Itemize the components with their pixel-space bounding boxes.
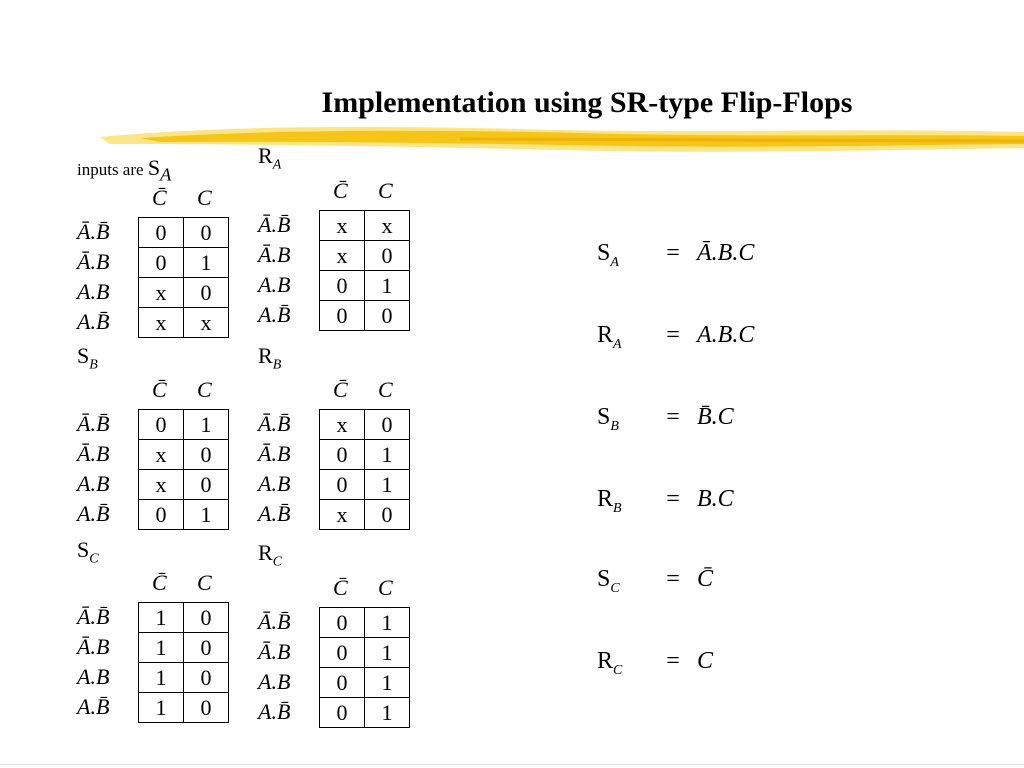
kmap-row-label: Ā.B: [258, 639, 291, 664]
kmap-cell: 0: [139, 218, 184, 248]
kmap-cell: x: [320, 241, 365, 271]
kmap-cell: 0: [184, 278, 229, 308]
equation-s-b: [597, 404, 734, 435]
kmap-grid-row: [139, 633, 229, 663]
kmap-grid: [319, 409, 410, 530]
kmap-cell: 1: [184, 248, 229, 278]
kmap-row-label: A.B: [77, 664, 110, 689]
kmap-grid: [138, 602, 229, 723]
kmap-row-label: A.B: [258, 272, 291, 297]
kmap-cell: 1: [365, 440, 410, 470]
equation-equals: =: [666, 566, 680, 592]
kmap-grid-row: [139, 470, 229, 500]
kmap-grid-row: [320, 608, 410, 638]
footer-divider: [0, 764, 1024, 765]
kmap-cell: 0: [320, 608, 365, 638]
kmap-cell: 0: [365, 301, 410, 331]
kmap-col-header: C: [378, 178, 393, 203]
kmap-grid-row: [139, 218, 229, 248]
kmap-col-header: C̄: [152, 185, 167, 210]
equation-equals: =: [666, 404, 680, 430]
equation-lhs: $R_B$: [597, 486, 622, 516]
kmap-cell: 1: [139, 633, 184, 663]
kmap-row-label: Ā.B: [258, 441, 291, 466]
kmap-cell: x: [139, 470, 184, 500]
kmap-grid-row: [139, 248, 229, 278]
kmap-cell: x: [139, 278, 184, 308]
kmap-grid-row: [139, 278, 229, 308]
kmap-cell: 1: [365, 470, 410, 500]
kmap-cell: x: [320, 211, 365, 241]
kmap-row-label: A.B̄: [258, 302, 291, 327]
kmap-grid-row: [320, 698, 410, 728]
kmap-cell: 0: [365, 500, 410, 530]
kmap-cell: 1: [365, 608, 410, 638]
kmap-grid-row: [139, 440, 229, 470]
kmap-cell: 0: [184, 470, 229, 500]
kmap-grid-row: [320, 301, 410, 331]
kmap-cell: 0: [184, 440, 229, 470]
equation-equals: =: [666, 486, 680, 512]
kmap-cell: 0: [139, 410, 184, 440]
kmap-cell: 1: [139, 693, 184, 723]
kmap-grid: [319, 210, 410, 331]
kmap-row-label: Ā.B̄: [77, 411, 110, 436]
kmap-grid-row: [320, 211, 410, 241]
kmap-grid-row: [320, 440, 410, 470]
kmap-grid: [319, 607, 410, 728]
equation-r-b: [597, 486, 734, 517]
kmap-cell: 0: [320, 440, 365, 470]
kmap-row-label: A.B̄: [77, 309, 110, 334]
kmap-row-label: Ā.B̄: [258, 609, 291, 634]
kmap-cell: 1: [139, 603, 184, 633]
equation-rhs: C: [697, 648, 714, 674]
kmap-row-label: A.B: [258, 669, 291, 694]
kmap-cell: 0: [184, 218, 229, 248]
kmap-cell: x: [184, 308, 229, 338]
kmap-col-header: C: [197, 185, 212, 210]
kmap-cell: 0: [184, 603, 229, 633]
kmap-cell: 0: [139, 500, 184, 530]
kmap-row-label: Ā.B̄: [77, 219, 110, 244]
kmap-grid-row: [139, 693, 229, 723]
kmap-cell: 0: [139, 248, 184, 278]
kmap-cell: x: [139, 308, 184, 338]
kmap-cell: x: [320, 410, 365, 440]
kmap-cell: 1: [139, 663, 184, 693]
kmap-cell: 1: [365, 271, 410, 301]
equation-r-c: [597, 648, 713, 679]
kmap-row-label: Ā.B̄: [77, 604, 110, 629]
kmap-label-s-b: $S_B$: [77, 343, 98, 373]
kmap-grid: [138, 217, 229, 338]
kmap-row-label: A.B̄: [258, 699, 291, 724]
kmap-row-label: A.B: [77, 279, 110, 304]
kmap-cell: 0: [320, 271, 365, 301]
kmap-col-header: C̄: [333, 178, 348, 203]
kmap-grid-row: [139, 410, 229, 440]
kmap-row-label: Ā.B: [77, 634, 110, 659]
equation-lhs: $S_C$: [597, 566, 620, 596]
kmap-row-label: Ā.B: [258, 242, 291, 267]
equation-rhs: A.B.C: [697, 322, 755, 348]
kmap-grid-row: [320, 470, 410, 500]
kmap-cell: x: [139, 440, 184, 470]
equation-equals: =: [666, 322, 680, 348]
kmap-grid-row: [320, 410, 410, 440]
kmap-grid-row: [139, 663, 229, 693]
kmap-cell: 0: [320, 698, 365, 728]
equation-equals: =: [666, 648, 680, 674]
kmap-row-label: Ā.B̄: [258, 212, 291, 237]
kmap-cell: 1: [365, 638, 410, 668]
inputs-note-symbol: $S_A$: [147, 155, 172, 185]
highlighter-stroke: [0, 120, 1024, 160]
kmap-cell: 0: [365, 410, 410, 440]
kmap-grid-row: [320, 500, 410, 530]
equation-r-a: [597, 322, 754, 353]
kmap-col-header: C̄: [333, 377, 348, 402]
kmap-cell: 0: [320, 668, 365, 698]
kmap-grid-row: [139, 500, 229, 530]
kmap-row-label: Ā.B: [77, 249, 110, 274]
kmap-row-label: A.B̄: [77, 501, 110, 526]
inputs-note-text: inputs are: [77, 160, 144, 179]
kmap-col-header: C: [378, 377, 393, 402]
equation-equals: =: [666, 240, 680, 266]
kmap-row-label: A.B̄: [258, 501, 291, 526]
equation-rhs: B̄.C: [697, 404, 734, 430]
equation-rhs: B.C: [697, 486, 734, 512]
kmap-col-header: C: [197, 377, 212, 402]
kmap-grid-row: [139, 308, 229, 338]
equation-lhs: $R_C$: [597, 648, 623, 678]
kmap-col-header: C̄: [152, 570, 167, 595]
kmap-cell: 0: [320, 638, 365, 668]
kmap-row-label: A.B̄: [77, 694, 110, 719]
kmap-cell: x: [365, 211, 410, 241]
kmap-label-r-c: $R_C$: [258, 540, 283, 570]
kmap-row-label: A.B: [258, 471, 291, 496]
kmap-row-label: Ā.B: [77, 441, 110, 466]
kmap-grid-row: [320, 271, 410, 301]
kmap-col-header: C̄: [152, 377, 167, 402]
kmap-row-label: A.B: [77, 471, 110, 496]
kmap-cell: 1: [184, 500, 229, 530]
kmap-label-r-a: $R_A$: [258, 143, 282, 173]
kmap-grid-row: [139, 603, 229, 633]
equation-lhs: $S_A$: [597, 240, 619, 270]
kmap-col-header: C: [378, 575, 393, 600]
kmap-label-r-b: $R_B$: [258, 343, 282, 373]
kmap-col-header: C: [197, 570, 212, 595]
equation-rhs: Ā.B.C: [697, 240, 755, 266]
kmap-grid-row: [320, 241, 410, 271]
kmap-cell: 1: [365, 668, 410, 698]
equation-rhs: C̄: [697, 566, 714, 592]
kmap-grid-row: [320, 638, 410, 668]
kmap-cell: 0: [365, 241, 410, 271]
kmap-cell: 0: [320, 301, 365, 331]
equation-lhs: $R_A$: [597, 322, 622, 352]
kmap-cell: 0: [320, 470, 365, 500]
kmap-cell: 0: [184, 663, 229, 693]
page-title: Implementation using SR-type Flip-Flops: [321, 86, 853, 119]
kmap-cell: 0: [184, 693, 229, 723]
equation-s-a: [597, 240, 754, 271]
kmap-cell: x: [320, 500, 365, 530]
kmap-cell: 1: [365, 698, 410, 728]
kmap-cell: 1: [184, 410, 229, 440]
kmap-grid: [138, 409, 229, 530]
kmap-cell: 0: [184, 633, 229, 663]
kmap-col-header: C̄: [333, 575, 348, 600]
inputs-note: [77, 155, 171, 185]
kmap-row-label: Ā.B̄: [258, 411, 291, 436]
kmap-label-s-c: $S_C$: [77, 537, 99, 567]
equation-s-c: [597, 566, 713, 597]
kmap-grid-row: [320, 668, 410, 698]
equation-lhs: $S_B$: [597, 404, 619, 434]
